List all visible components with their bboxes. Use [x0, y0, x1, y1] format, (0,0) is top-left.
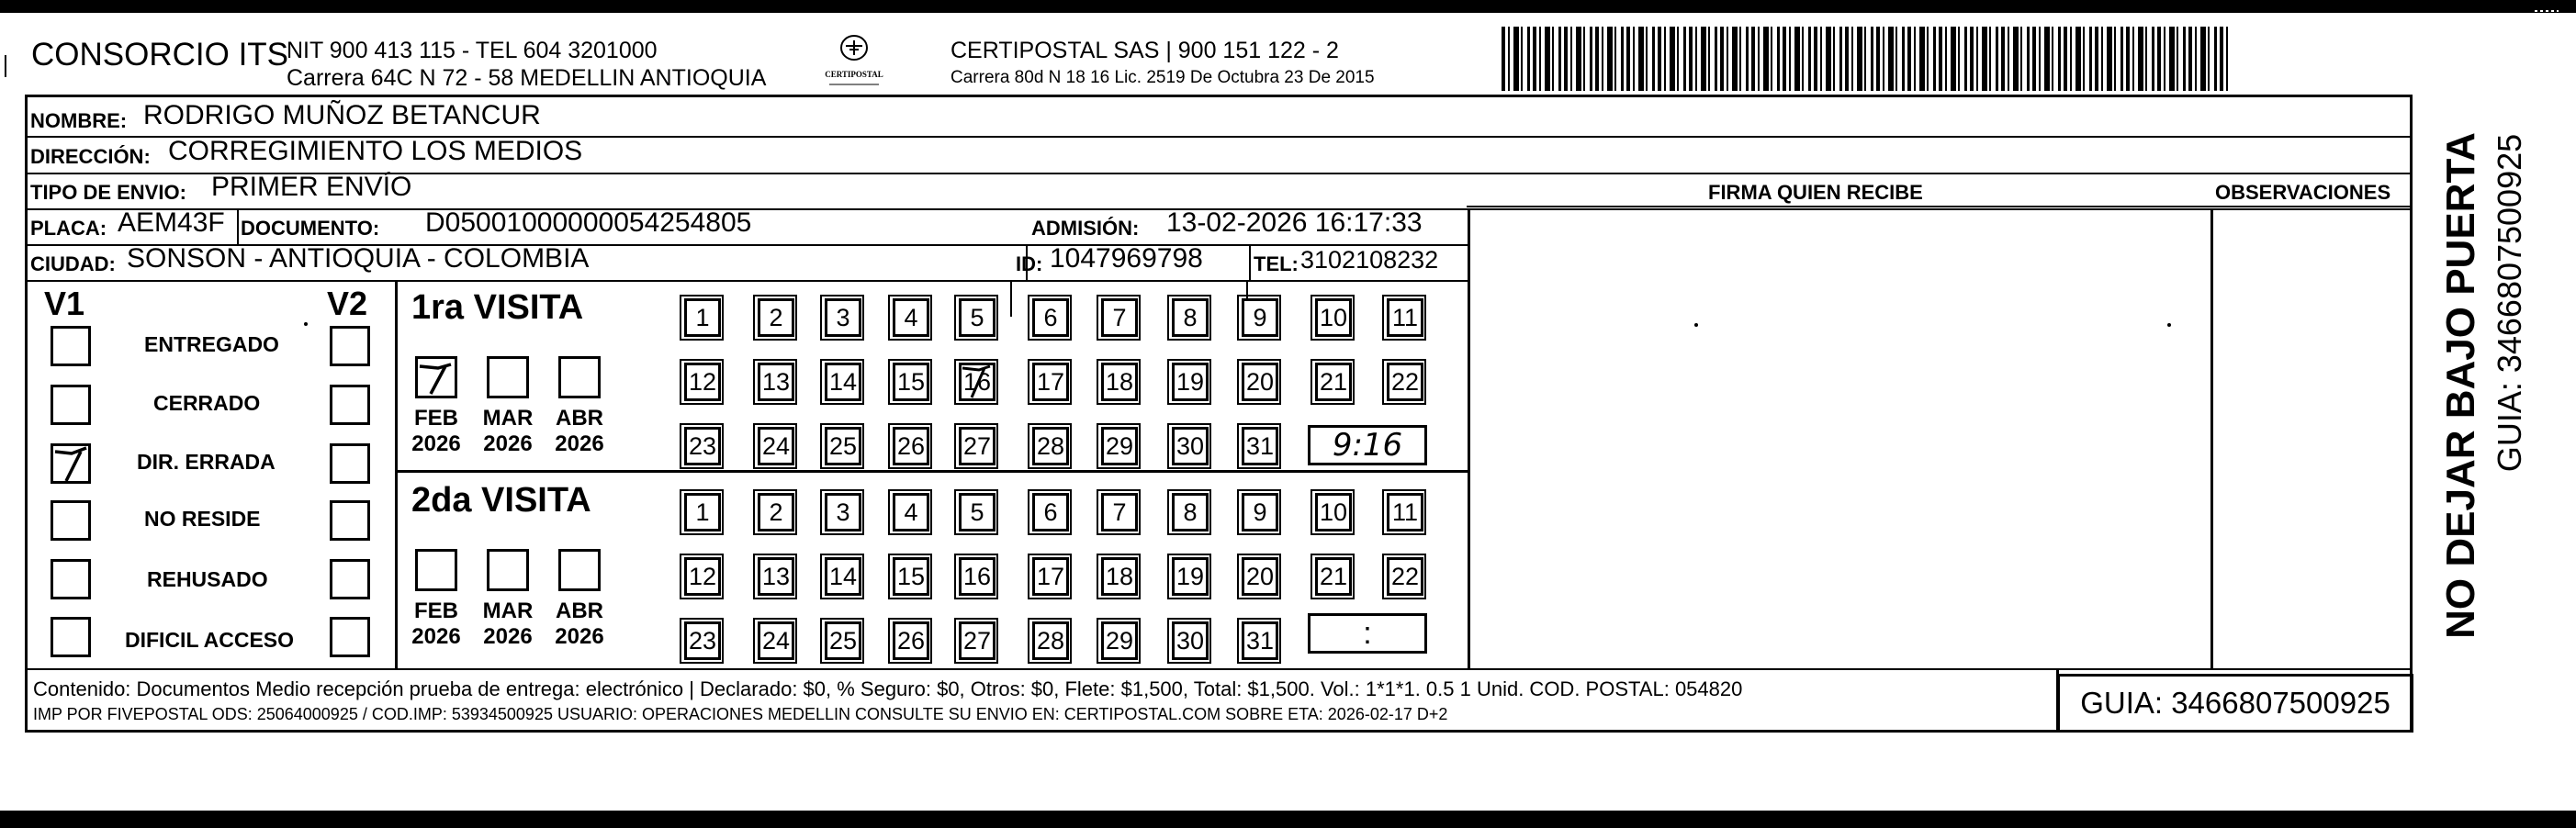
courier-address: Carrera 80d N 18 16 Lic. 2519 De Octubra 23 De 2015	[951, 68, 1375, 87]
recipient-address: CORREGIMIENTO LOS MEDIOS	[168, 136, 583, 166]
plate-value: AEM43F	[118, 207, 225, 238]
admision-label: ADMISIÓN:	[1031, 217, 1140, 240]
admission-datetime: 13-02-2026 16:17:33	[1166, 207, 1423, 238]
tipo-envio-label: TIPO DE ENVIO:	[30, 181, 186, 204]
v2-checkbox-cerrado[interactable]	[330, 385, 370, 425]
handwritten-mark	[418, 359, 455, 396]
footer-divider	[28, 668, 2412, 670]
visit2-time[interactable]	[1308, 613, 1427, 654]
visit2-day-box[interactable]: 11	[1387, 493, 1423, 531]
visit2-title: 2da VISITA	[411, 481, 591, 520]
visit1-title: 1ra VISITA	[411, 288, 584, 327]
side-guia-number: GUIA: 3466807500925	[2491, 133, 2528, 473]
visit1-day-box[interactable]: 22	[1387, 363, 1423, 401]
v2-checkbox-dificil-acceso[interactable]	[330, 617, 370, 657]
visit1-day-box[interactable]: 10	[1315, 298, 1352, 337]
visit2-day-box[interactable]: 27	[959, 621, 996, 660]
visit2-day-box[interactable]: 15	[893, 557, 929, 596]
logo-text: CERTIPOSTAL	[825, 70, 883, 79]
visit2-day-box[interactable]: 25	[825, 621, 861, 660]
sign-divider	[1468, 208, 1470, 668]
visit2-day-box[interactable]: 28	[1032, 621, 1069, 660]
visit2-day-box[interactable]: 4	[893, 493, 929, 531]
v2-checkbox-no-reside[interactable]	[330, 500, 370, 541]
courier-line: CERTIPOSTAL SAS | 900 151 122 - 2	[951, 38, 1339, 63]
status-label-dificil-acceso: DIFICIL ACCESO	[125, 628, 295, 652]
courier-info	[951, 37, 1375, 92]
certipostal-logo	[822, 29, 886, 92]
visit1-month-box-mar[interactable]	[487, 356, 529, 398]
visit2-day-box[interactable]: 26	[893, 621, 929, 660]
v1-checkbox-cerrado[interactable]	[51, 385, 91, 425]
visit2-day-box[interactable]: 21	[1315, 557, 1352, 596]
month-year: 2026	[555, 431, 604, 456]
visit2-day-box[interactable]: 24	[758, 621, 794, 660]
v2-header: V2	[327, 285, 368, 322]
visit1-day-box[interactable]: 28	[1032, 427, 1069, 465]
visit2-month-mar	[476, 599, 540, 650]
firma-header: FIRMA QUIEN RECIBE	[1708, 181, 1923, 204]
visit1-day-box[interactable]: 4	[893, 298, 929, 337]
status-label-no-reside: NO RESIDE	[144, 507, 261, 531]
visit2-month-abr	[547, 599, 612, 650]
visit1-day-box[interactable]: 8	[1172, 298, 1209, 337]
cell-divider	[1249, 244, 1251, 281]
nombre-label: NOMBRE:	[30, 109, 128, 132]
visit1-day-box[interactable]: 15	[893, 363, 929, 401]
document-number: D05001000000054254805	[425, 207, 752, 238]
visit1-month-box-feb[interactable]	[415, 356, 457, 398]
month-name: MAR	[482, 599, 534, 623]
direccion-label: DIRECCIÓN:	[30, 145, 151, 168]
visit2-time-value: :	[1363, 616, 1372, 651]
month-name: FEB	[414, 599, 458, 623]
observaciones-header: OBSERVACIONES	[2215, 181, 2391, 204]
status-label-dir-errada: DIR. ERRADA	[137, 450, 276, 474]
status-label-entregado: ENTREGADO	[144, 332, 279, 356]
month-name: MAR	[482, 406, 534, 431]
no-dejar-bajo-puerta: NO DEJAR BAJO PUERTA	[2438, 132, 2483, 639]
obs-divider	[2210, 208, 2213, 668]
handwritten-check-mark	[53, 446, 90, 483]
v2-checkbox-dir-errada[interactable]	[330, 443, 370, 484]
visit2-day-box[interactable]: 3	[825, 493, 861, 531]
v1-checkbox-rehusado[interactable]	[51, 559, 91, 599]
speck	[304, 322, 308, 326]
visit2-day-box[interactable]: 30	[1172, 621, 1209, 660]
visit1-month-abr	[547, 406, 612, 457]
sign-header-rule	[1467, 206, 2413, 207]
visit1-day-box[interactable]: 17	[1032, 363, 1069, 401]
visit2-month-box-mar[interactable]	[487, 549, 529, 591]
visit1-day-box[interactable]: 23	[684, 427, 721, 465]
status-label-rehusado: REHUSADO	[147, 567, 268, 591]
visit1-day-box[interactable]: 6	[1032, 298, 1069, 337]
visit2-month-box-abr[interactable]	[558, 549, 601, 591]
visit2-day-box[interactable]: 12	[684, 557, 721, 596]
visit1-day-box[interactable]: 11	[1387, 298, 1423, 337]
visit2-day-box[interactable]: 13	[758, 557, 794, 596]
month-year: 2026	[483, 431, 533, 456]
month-year: 2026	[411, 431, 461, 456]
speck	[1694, 323, 1698, 327]
recipient-name: RODRIGO MUÑOZ BETANCUR	[143, 100, 541, 130]
speck	[2167, 323, 2171, 327]
visit1-day-box[interactable]: 13	[758, 363, 794, 401]
print-info: IMP POR FIVEPOSTAL ODS: 25064000925 / COD.IMP: 53934500925 USUARIO: OPERACIONES MEDELLIN CONSULTE SU ENVIO EN: CERTIPOSTAL.COM SOBRE ETA: 2026-02-17 D+2	[33, 705, 1448, 723]
visit2-day-box[interactable]: 8	[1172, 493, 1209, 531]
visit2-day-box[interactable]: 19	[1172, 557, 1209, 596]
visit2-day-box[interactable]: 9	[1242, 493, 1278, 531]
visit1-time-value: 9:16	[1332, 427, 1403, 464]
v1-header: V1	[44, 285, 85, 322]
visit2-day-box[interactable]: 6	[1032, 493, 1069, 531]
month-year: 2026	[411, 624, 461, 649]
visit2-day-box[interactable]: 31	[1242, 621, 1278, 660]
month-name: ABR	[556, 599, 603, 623]
visit1-day-box[interactable]: 29	[1101, 427, 1138, 465]
visit1-day-box[interactable]: 27	[959, 427, 996, 465]
visit1-day-box[interactable]: 1	[684, 298, 721, 337]
visit1-day-box[interactable]: 25	[825, 427, 861, 465]
visit1-day-box[interactable]: 16	[959, 363, 996, 401]
visit1-day-box[interactable]: 5	[959, 298, 996, 337]
cell-divider	[1010, 280, 1012, 317]
id-label: ID:	[1016, 252, 1043, 275]
guia-number-box: GUIA: 3466807500925	[2057, 674, 2413, 733]
visit2-month-feb	[404, 599, 468, 650]
visit2-day-box[interactable]: 17	[1032, 557, 1069, 596]
visit1-day-box[interactable]: 14	[825, 363, 861, 401]
city-value: SONSON - ANTIOQUIA - COLOMBIA	[127, 243, 590, 274]
visit1-day-box[interactable]: 30	[1172, 427, 1209, 465]
content-summary: Contenido: Documentos Medio recepción prueba de entrega: electrónico | Declarado: $0, % Seguro: $0, Otros: $0, Flete: $1,500, Total: $1,500. Vol.: 1*1*1. 0.5 1 Unid. COD. POSTAL: 054820	[33, 677, 1743, 700]
month-name: FEB	[414, 406, 458, 431]
margin-tick	[5, 55, 6, 77]
placa-label: PLACA:	[30, 217, 107, 240]
barcode	[1502, 27, 2232, 91]
nit-line: NIT 900 413 115 - TEL 604 3201000	[287, 38, 658, 63]
month-year: 2026	[555, 624, 604, 649]
visit2-day-box[interactable]: 18	[1101, 557, 1138, 596]
company-name: CONSORCIO ITS	[31, 37, 289, 73]
visit2-day-box[interactable]: 23	[684, 621, 721, 660]
visit1-day-box[interactable]: 2	[758, 298, 794, 337]
cell-divider	[237, 208, 239, 245]
visit1-month-box-abr[interactable]	[558, 356, 601, 398]
visit1-time[interactable]	[1308, 425, 1427, 465]
bottom-black-border	[0, 811, 2576, 828]
visit1-month-feb	[404, 406, 468, 457]
visit2-day-box[interactable]: 2	[758, 493, 794, 531]
visit-divider	[395, 470, 1469, 473]
visit2-day-box[interactable]: 1	[684, 493, 721, 531]
v2-checkbox-entregado[interactable]	[330, 326, 370, 366]
id-value: 1047969798	[1050, 243, 1203, 274]
visit2-month-box-feb[interactable]	[415, 549, 457, 591]
visit1-day-box[interactable]: 3	[825, 298, 861, 337]
ciudad-label: CIUDAD:	[30, 252, 116, 275]
visit1-day-box[interactable]: 31	[1242, 427, 1278, 465]
month-year: 2026	[483, 624, 533, 649]
visit1-day-box[interactable]: 18	[1101, 363, 1138, 401]
top-black-border	[0, 0, 2576, 13]
documento-label: DOCUMENTO:	[241, 217, 380, 240]
status-label-cerrado: CERRADO	[153, 391, 261, 415]
v1-checkbox-no-reside[interactable]	[51, 500, 91, 541]
visit1-day-box[interactable]: 24	[758, 427, 794, 465]
visit1-day-box[interactable]: 21	[1315, 363, 1352, 401]
visit1-day-box[interactable]: 20	[1242, 363, 1278, 401]
visit2-day-box[interactable]: 22	[1387, 557, 1423, 596]
v1-checkbox-entregado[interactable]	[51, 326, 91, 366]
visit2-day-box[interactable]: 14	[825, 557, 861, 596]
month-name: ABR	[556, 406, 603, 431]
row-divider	[28, 280, 1469, 282]
shipment-type: PRIMER ENVÍO	[211, 172, 412, 202]
visit1-day-box[interactable]: 9	[1242, 298, 1278, 337]
visit1-day-box[interactable]: 26	[893, 427, 929, 465]
visit1-day-box[interactable]: 7	[1101, 298, 1138, 337]
visit2-day-box[interactable]: 29	[1101, 621, 1138, 660]
status-divider	[395, 280, 398, 668]
tel-label: TEL:	[1254, 252, 1299, 275]
visit2-day-box[interactable]: 16	[959, 557, 996, 596]
visit1-day-box[interactable]: 19	[1172, 363, 1209, 401]
visit1-month-mar	[476, 406, 540, 457]
visit2-day-box[interactable]: 20	[1242, 557, 1278, 596]
visit2-day-box[interactable]: 10	[1315, 493, 1352, 531]
corner-mark	[2533, 0, 2560, 13]
v1-checkbox-dir-errada[interactable]	[51, 443, 91, 484]
v1-checkbox-dificil-acceso[interactable]	[51, 617, 91, 657]
visit2-day-box[interactable]: 5	[959, 493, 996, 531]
company-info	[287, 37, 766, 92]
v2-checkbox-rehusado[interactable]	[330, 559, 370, 599]
tel-value: 3102108232	[1300, 246, 1439, 274]
company-address: Carrera 64C N 72 - 58 MEDELLIN ANTIOQUIA	[287, 65, 767, 91]
handwritten-mark	[959, 363, 996, 399]
visit2-day-box[interactable]: 7	[1101, 493, 1138, 531]
visit1-day-box[interactable]: 12	[684, 363, 721, 401]
